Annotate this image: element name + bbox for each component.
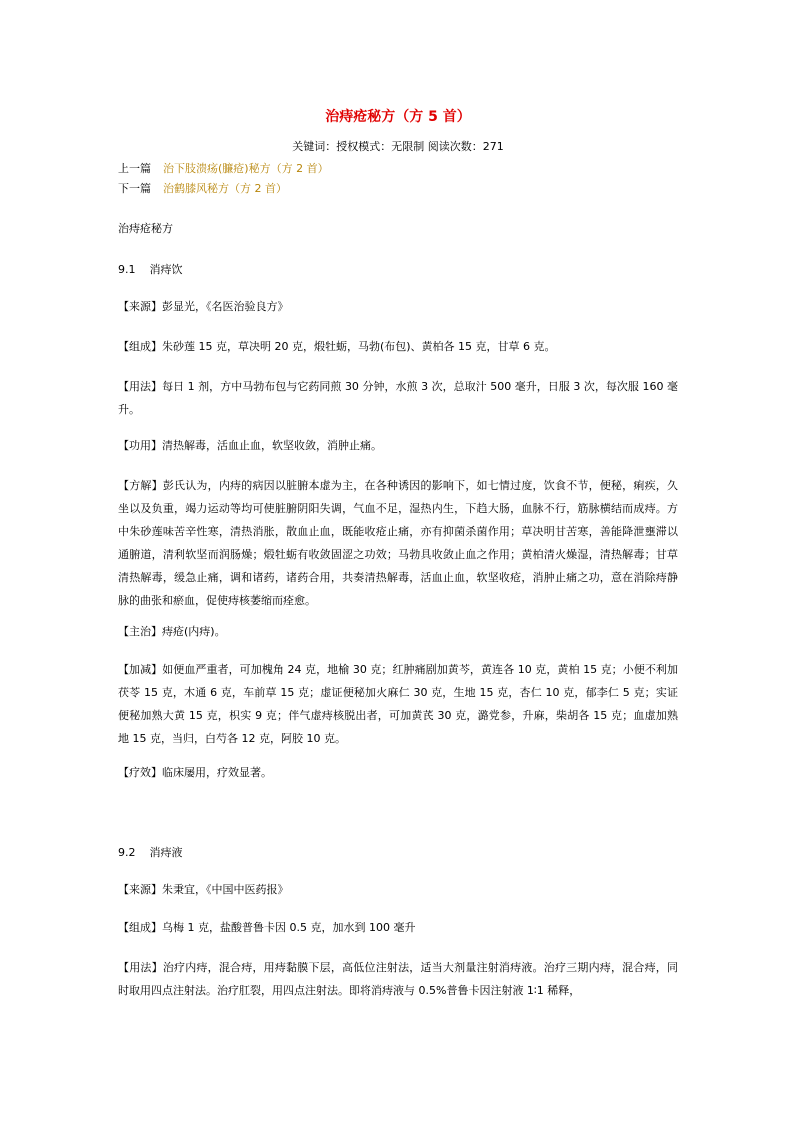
analysis-paragraph: 【方解】彭氏认为，内痔的病因以脏腑本虚为主，在各种诱因的影响下，如七情过度，饮食不节，便秘，痢疾，久坐以及负重，竭力运动等均可使脏腑阴阳失调，气血不足，湿热内生，下趋大肠，血脉不行，筋脉横结而成痔。方中朱砂莲味苦辛性寒，清热消胀，散血止血，既能收疮止痛，亦有抑菌杀菌作用；草决明甘苦寒，善能降泄壅滞以通腑道，清利软坚而润肠燥；煅牡蛎有收敛固涩之功效；马勃具收敛止血之作用；黄柏清火燥湿，清热解毒；甘草清热解毒，缓急止痛，调和诸药，诸药合用，共奏清热解毒，活血止血，软坚收疮，消肿止痛之功，意在消除痔静脉的曲张和瘀血，促使痔核萎缩而痊愈。 bbox=[118, 479, 678, 607]
composition-paragraph: 【组成】朱砂莲 15 克，草决明 20 克，煅牡蛎，马勃(布包)、黄柏各 15 克，甘草 6 克。 bbox=[118, 340, 556, 353]
page-title: 治痔疮秘方（方 5 首） bbox=[325, 109, 471, 125]
efficacy-paragraph: 【疗效】临床屡用，疗效显著。 bbox=[118, 766, 272, 779]
section-heading: 治痔疮秘方 bbox=[118, 222, 173, 235]
section-number: 9.2 bbox=[118, 846, 136, 859]
next-article bbox=[118, 181, 287, 197]
section-title bbox=[118, 845, 678, 861]
next-article-link[interactable]: 治鹤膝风秘方（方 2 首） bbox=[163, 182, 287, 195]
indication-paragraph: 【主治】痔疮(内痔)。 bbox=[118, 625, 226, 638]
composition-paragraph: 【组成】乌梅 1 克，盐酸普鲁卡因 0.5 克，加水到 100 毫升 bbox=[118, 921, 416, 934]
meta-info: 关键词：授权模式：无限制 阅读次数：271 bbox=[292, 140, 504, 153]
section-name: 消痔饮 bbox=[149, 263, 183, 276]
modification-paragraph: 【加减】如便血严重者，可加槐角 24 克，地榆 30 克；红肿痛剧加黄芩，黄连各 10 克，黄柏 15 克；小便不利加茯苓 15 克，木通 6 克，车前草 15 克；虚证便秘加火麻仁 30 克，生地 15 克，杏仁 10 克，郁李仁 5 克；实证便秘加熟大黄 15 克，枳实 9 克；伴气虚痔核脱出者，可加黄芪 30 克，潞党参，升麻，柴胡各 15 克；血虚加熟地 15 克，当归，白芍各 12 克，阿胶 10 克。 bbox=[118, 663, 678, 745]
prev-article bbox=[118, 161, 329, 177]
section-title bbox=[118, 262, 678, 278]
effect-paragraph: 【功用】清热解毒，活血止血，软坚收敛，消肿止痛。 bbox=[118, 439, 382, 452]
source-paragraph: 【来源】彭显光，《名医治验良方》 bbox=[118, 300, 289, 313]
section-name: 消痔液 bbox=[149, 846, 183, 859]
prev-label: 上一篇 bbox=[118, 162, 151, 175]
usage-paragraph: 【用法】治疗内痔，混合痔，用痔黏膜下层，高低位注射法，适当大剂量注射消痔液。治疗三期内痔，混合痔，同时取用四点注射法。治疗肛裂，用四点注射法。即将消痔液与 0.5%普鲁卡因注射液 1∶1 稀释， bbox=[118, 961, 678, 997]
usage-paragraph: 【用法】每日 1 剂，方中马勃布包与它药同煎 30 分钟，水煎 3 次，总取汁 500 毫升，日服 3 次，每次服 160 毫升。 bbox=[118, 380, 678, 416]
next-label: 下一篇 bbox=[118, 182, 151, 195]
section-number: 9.1 bbox=[118, 263, 136, 276]
source-paragraph: 【来源】朱秉宜，《中国中医药报》 bbox=[118, 883, 289, 896]
prev-article-link[interactable]: 治下肢溃疡(臁疮)秘方（方 2 首） bbox=[163, 162, 329, 175]
